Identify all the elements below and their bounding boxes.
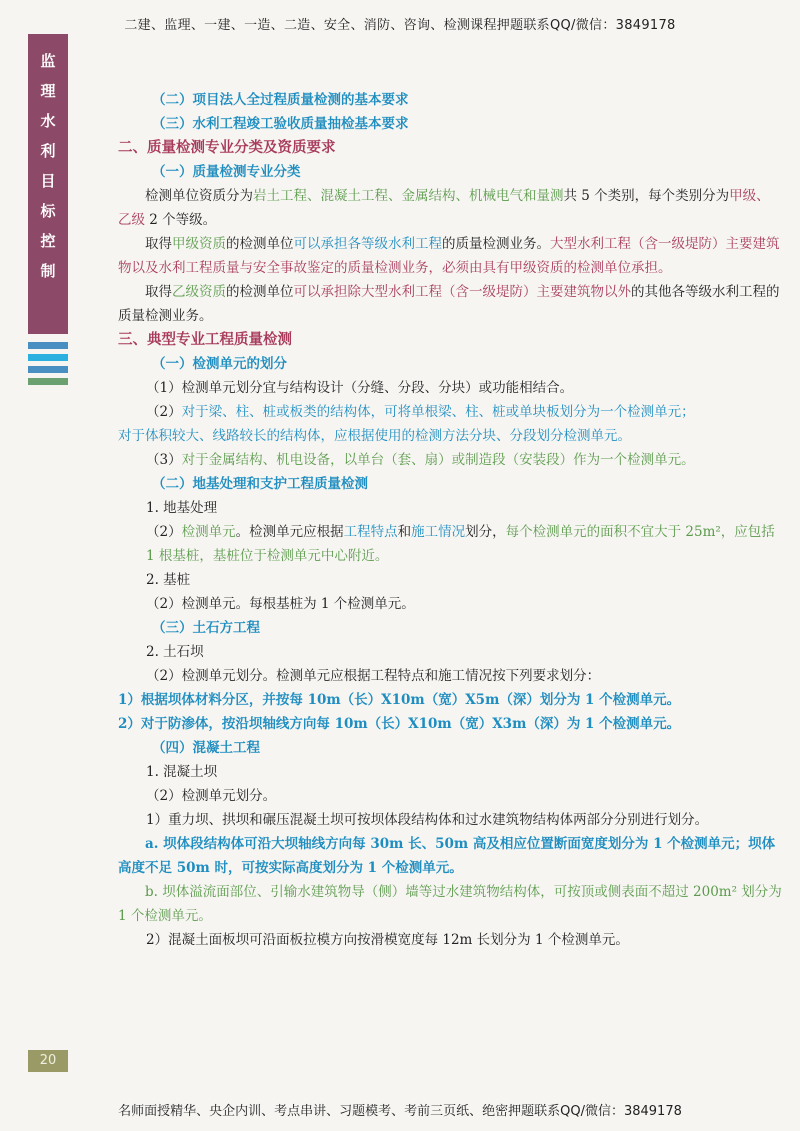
side-tab-char: 控 bbox=[40, 232, 56, 250]
list-item: 1）重力坝、拱坝和碾压混凝土坝可按坝体段结构体和过水建筑物结构体两部分分别进行划分。 bbox=[146, 812, 709, 828]
page-footer: 名师面授精华、央企内训、考点串讲、习题模考、考前三页纸、绝密押题联系QQ/微信：3849178 bbox=[118, 1104, 682, 1119]
list-item: 2）对于防渗体，按沿坝轴线方向每 10m（长）X10m（宽）X3m（深）为 1 个检测单元。 bbox=[118, 716, 681, 732]
document-body bbox=[118, 88, 783, 952]
list-item: 1）根据坝体材料分区，并按每 10m（长）X10m（宽）X5m（深）划分为 1 个检测单元。 bbox=[118, 692, 681, 708]
subsection-heading: （四）混凝土工程 bbox=[152, 740, 260, 756]
list-item: （3）对于金属结构、机电设备，以单台（套、扇）或制造段（安装段）作为一个检测单元。 bbox=[146, 452, 695, 468]
subsection-heading: （三）土石方工程 bbox=[152, 620, 260, 636]
list-item: a. 坝体段结构体可沿大坝轴线方向每 30m 长、50m 高及相应位置断面宽度划分为 1 个检测单元；坝体高度不足 50m 时，可按实际高度划分为 1 个检测单元。 bbox=[118, 836, 776, 876]
topic-label: 2. 基桩 bbox=[146, 572, 191, 588]
subsection-heading: （三）水利工程竣工验收质量抽检基本要求 bbox=[152, 116, 409, 132]
list-item: （2）检测单元。检测单元应根据工程特点和施工情况划分，每个检测单元的面积不宜大于 25m²，应包括 1 根基桩，基桩位于检测单元中心附近。 bbox=[146, 524, 775, 564]
page-header: 二建、监理、一建、一造、二造、安全、消防、咨询、检测课程押题联系QQ/微信：3849178 bbox=[124, 18, 676, 33]
paragraph: 检测单位资质分为岩土工程、混凝土工程、金属结构、机械电气和量测共 5 个类别，每个类别分为甲级、乙级 2 个等级。 bbox=[118, 188, 770, 228]
list-item: b. 坝体溢流面部位、引输水建筑物导（侧）墙等过水建筑物结构体，可按顶或侧表面不超过 200m² 划分为 1 个检测单元。 bbox=[118, 884, 782, 924]
list-item: （2）检测单元划分。 bbox=[146, 788, 277, 804]
section-heading: 三、典型专业工程质量检测 bbox=[118, 332, 292, 348]
list-item: 2）混凝土面板坝可沿面板拉模方向按滑模宽度每 12m 长划分为 1 个检测单元。 bbox=[146, 932, 629, 948]
list-item: （2）检测单元划分。检测单元应根据工程特点和施工情况按下列要求划分： bbox=[146, 668, 601, 684]
topic-label: 2. 土石坝 bbox=[146, 644, 204, 660]
side-tab-char: 制 bbox=[40, 262, 56, 280]
list-item-continuation: 对于体积较大、线路较长的结构体，应根据使用的检测方法分块、分段划分检测单元。 bbox=[118, 428, 631, 444]
list-item: （2）检测单元。每根基桩为 1 个检测单元。 bbox=[146, 596, 415, 612]
side-stripe bbox=[28, 366, 68, 373]
subsection-heading: （一）质量检测专业分类 bbox=[152, 164, 301, 180]
side-tab-char: 监 bbox=[40, 52, 56, 70]
list-item: （2）对于梁、柱、桩或板类的结构体，可将单根梁、柱、桩或单块板划分为一个检测单元； bbox=[146, 404, 695, 420]
side-stripe bbox=[28, 378, 68, 385]
side-tab-char: 目 bbox=[40, 172, 56, 190]
subsection-heading: （一）检测单元的划分 bbox=[152, 356, 287, 372]
page-number: 20 bbox=[28, 1050, 68, 1072]
side-tab-char: 水 bbox=[40, 112, 56, 130]
paragraph: 取得乙级资质的检测单位可以承担除大型水利工程（含一级堤防）主要建筑物以外的其他各等级水利工程的质量检测业务。 bbox=[118, 284, 780, 324]
paragraph: 取得甲级资质的检测单位可以承担各等级水利工程的质量检测业务。大型水利工程（含一级堤防）主要建筑物以及水利工程质量与安全事故鉴定的质量检测业务，必须由具有甲级资质的检测单位承担。 bbox=[118, 236, 780, 276]
side-tab-char: 标 bbox=[40, 202, 56, 220]
topic-label: 1. 混凝土坝 bbox=[146, 764, 218, 780]
chapter-side-tab bbox=[28, 34, 68, 334]
side-stripe bbox=[28, 342, 68, 349]
section-heading: 二、质量检测专业分类及资质要求 bbox=[118, 140, 336, 156]
topic-label: 1. 地基处理 bbox=[146, 500, 218, 516]
side-tab-char: 利 bbox=[40, 142, 56, 160]
side-tab-char: 理 bbox=[40, 82, 56, 100]
subsection-heading: （二）地基处理和支护工程质量检测 bbox=[152, 476, 368, 492]
list-item: （1）检测单元划分宜与结构设计（分缝、分段、分块）或功能相结合。 bbox=[146, 380, 574, 396]
side-stripe bbox=[28, 354, 68, 361]
subsection-heading: （二）项目法人全过程质量检测的基本要求 bbox=[152, 92, 409, 108]
